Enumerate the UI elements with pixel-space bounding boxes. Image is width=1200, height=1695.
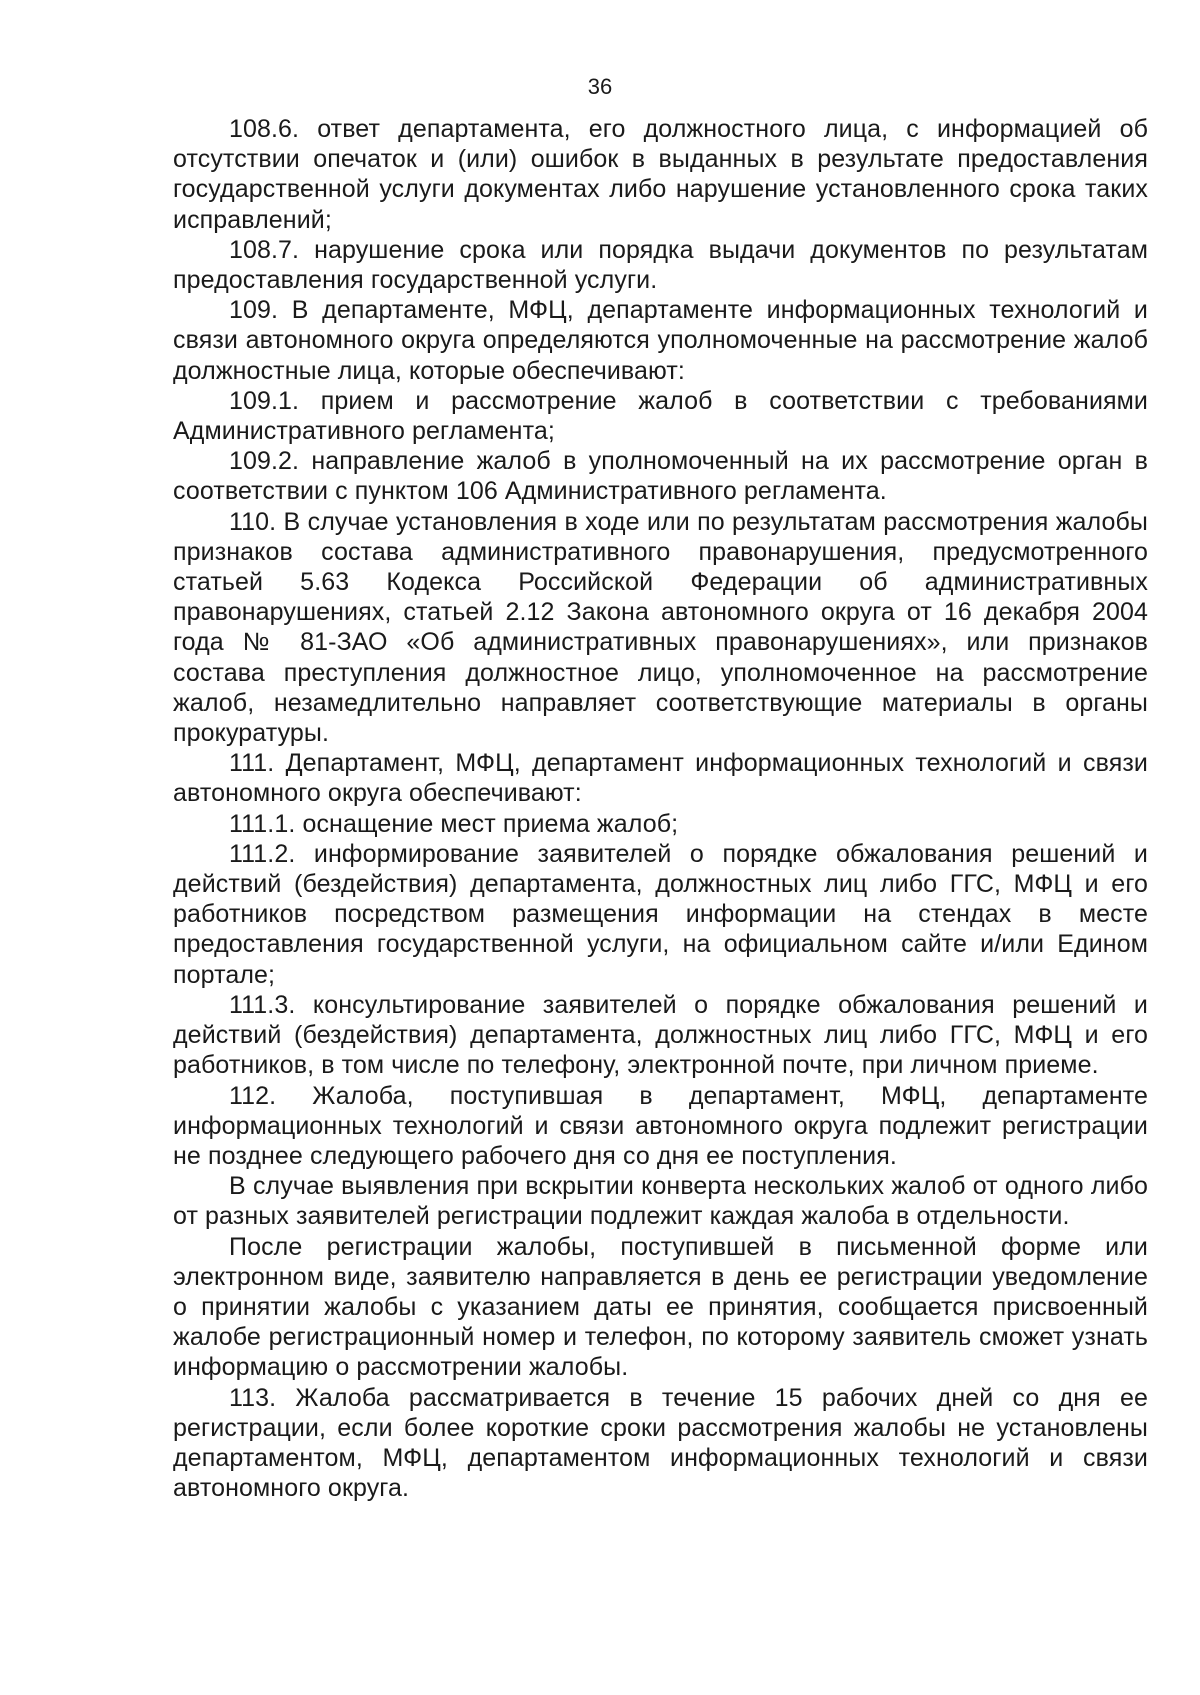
paragraph-113: 113. Жалоба рассматривается в течение 15 рабочих дней со дня ее регистрации, если более короткие сроки рассмотрения жалобы не установлены департаментом, МФЦ, департаментом информационных технологий и связи автономного округа. bbox=[173, 1383, 1148, 1503]
paragraph-111-3: 111.3. консультирование заявителей о порядке обжалования решений и действий (бездействия) департамента, должностных лиц либо ГГС, МФЦ и его работников, в том числе по телефону, электронной почте, при личном приеме. bbox=[173, 990, 1148, 1080]
paragraph-108-7: 108.7. нарушение срока или порядка выдачи документов по результатам предоставления государственной услуги. bbox=[173, 235, 1148, 295]
paragraph-111: 111. Департамент, МФЦ, департамент информационных технологий и связи автономного округа обеспечивают: bbox=[173, 749, 1148, 808]
paragraph-109-1: 109.1. прием и рассмотрение жалоб в соответствии с требованиями Административного регламента; bbox=[173, 386, 1148, 446]
paragraph-109: 109. В департаменте, МФЦ, департаменте информационных технологий и связи автономного округа определяются уполномоченные на рассмотрение жалоб должностные лица, которые обеспечивают: bbox=[173, 296, 1148, 385]
paragraph-112-registration: После регистрации жалобы, поступившей в письменной форме или электронном виде, заявителю направляется в день ее регистрации уведомление о принятии жалобы с указанием даты ее принятия, сообщается присвоенный жалобе регистрационный номер и телефон, по которому заявитель сможет узнать информацию о рассмотрении жалобы. bbox=[173, 1232, 1148, 1382]
paragraph-109-2: 109.2. направление жалоб в уполномоченный на их рассмотрение орган в соответствии с пунктом 106 Административного регламента. bbox=[173, 447, 1148, 506]
document-body bbox=[173, 114, 1148, 1503]
paragraph-111-1: 111.1. оснащение мест приема жалоб; bbox=[229, 809, 679, 838]
paragraph-110: 110. В случае установления в ходе или по результатам рассмотрения жалобы признаков состава административного правонарушения, предусмотренного статьей 5.63 Кодекса Российской Федерации об административных правонарушениях, статьей 2.12 Закона автономного округа от 16 декабря 2004 года № 81-ЗАО «Об административных правонарушениях», или признаков состава преступления должностное лицо, уполномоченное на рассмотрение жалоб, незамедлительно направляет соответствующие материалы в органы прокуратуры. bbox=[173, 507, 1148, 748]
paragraph-111-2: 111.2. информирование заявителей о порядке обжалования решений и действий (бездействия) департамента, должностных лиц либо ГГС, МФЦ и его работников посредством размещения информации на стендах в месте предоставления государственной услуги, на официальном сайте и/или Едином портале; bbox=[173, 839, 1148, 989]
paragraph-108-6: 108.6. ответ департамента, его должностного лица, с информацией об отсутствии опечаток и (или) ошибок в выданных в результате предоставления государственной услуги документах либо нарушение установленного срока таких исправлений; bbox=[173, 115, 1148, 234]
page-number: 36 bbox=[587, 74, 613, 99]
paragraph-112: 112. Жалоба, поступившая в департамент, МФЦ, департаменте информационных технологий и связи автономного округа подлежит регистрации не позднее следующего рабочего дня со дня ее поступления. bbox=[173, 1081, 1148, 1170]
paragraph-112-envelope: В случае выявления при вскрытии конверта нескольких жалоб от одного либо от разных заявителей регистрации подлежит каждая жалоба в отдельности. bbox=[173, 1172, 1148, 1231]
